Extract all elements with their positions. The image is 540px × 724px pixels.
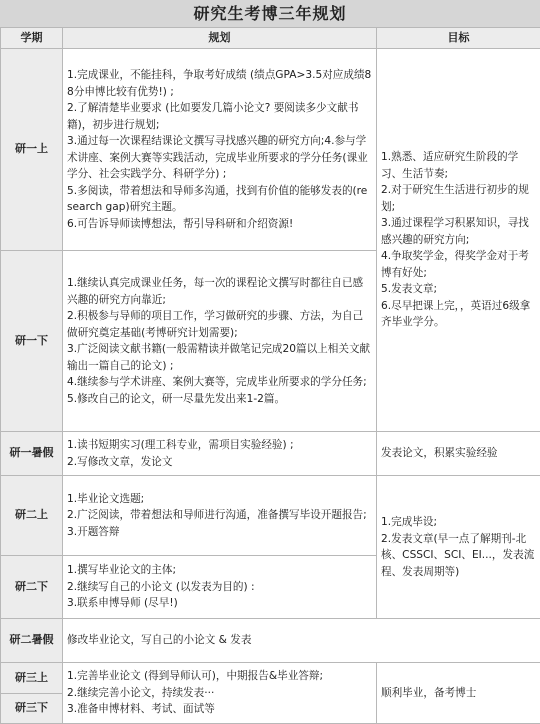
cell-line: 5.发表文章; [381,281,536,298]
cell-line: 2.写修改文章，发论文 [67,454,372,471]
plan-cell [63,49,377,251]
cell-line: 1.读书短期实习(理工科专业，需项目实验经验) ; [67,437,372,454]
cell-line: 2.积极参与导师的项目工作，学习做研究的步骤、方法，为自己做研究奠定基础(考博研究计划需要); [67,308,372,341]
table-header-row [1,28,540,49]
plan-cell [63,251,377,432]
cell-line: 4.继续参与学术讲座、案例大赛等，完成毕业所要求的学分任务; [67,374,372,391]
cell-line: 3.联系申博导师 (尽早!) [67,595,372,612]
goal-cell [377,476,540,619]
cell-line: 2.广泛阅读，带着想法和导师进行沟通，准备撰写毕设开题报告; [67,507,372,524]
table-row [1,619,540,663]
cell-line: 2.继续写自己的小论文 (以发表为目的) : [67,579,372,596]
header-term: 学期 [1,28,63,49]
term-cell: 研二下 [1,556,63,619]
cell-line: 1.撰写毕业论文的主体; [67,562,372,579]
plan-cell [63,476,377,556]
cell-line: 5.多阅读，带着想法和导师多沟通，找到有价值的能够发表的(research gap)研究主题。 [67,183,372,216]
header-goal: 目标 [377,28,540,49]
cell-line: 6.尽早把课上完，，英语过6级拿齐毕业学分。 [381,298,536,331]
cell-line: 3.开题答辩 [67,524,372,541]
cell-line: 1.熟悉、适应研究生阶段的学习、生活节奏; [381,149,536,182]
goal-cell [377,49,540,432]
term-cell: 研二上 [1,476,63,556]
term-cell: 研一上 [1,49,63,251]
term-cell: 研二暑假 [1,619,63,663]
cell-line: 1.完善毕业论文 (得到导师认可)，中期报告&毕业答辩; [67,668,372,685]
plan-cell [63,556,377,619]
cell-line: 6.可告诉导师读博想法，帮引导科研和介绍资源! [67,216,372,233]
cell-line: 3.准备申博材料、考试、面试等 [67,701,372,718]
cell-line: 3.通过每一次课程结课论文撰写寻找感兴趣的研究方向;4.参与学术讲座、案例大赛等实践活动，完成毕业所要求的学分任务(课业学分、社会实践学分、科研学分) ; [67,133,372,183]
plan-cell [63,432,377,476]
cell-line: 2.发表文章(早一点了解期刊-北核、CSSCI、SCI、EI...，发表流程、发表周期等) [381,531,536,581]
cell-line: 2.继续完善小论文，持续发表··· [67,685,372,702]
cell-line: 5.修改自己的论文，研一尽量先发出来1-2篇。 [67,391,372,408]
term-label-y3s2: 研三下 [1,693,62,724]
cell-line: 4.争取奖学金，得奖学金对于考博有好处; [381,248,536,281]
cell-line: 1.完成毕设; [381,514,536,531]
plan-cell [63,663,377,724]
term-label-y3s1: 研三上 [1,663,62,693]
cell-line: 发表论文，积累实验经验 [381,445,536,462]
cell-line: 1.毕业论文选题; [67,491,372,508]
table-row [1,49,540,251]
cell-line: 1.完成课业，不能挂科，争取考好成绩 (绩点GPA>3.5对应成绩88分申博比较有优势!) ; [67,67,372,100]
term-cell: 研一下 [1,251,63,432]
plan-table [0,27,540,724]
page-title: 研究生考博三年规划 [0,0,540,27]
term-cell: 研一暑假 [1,432,63,476]
goal-cell [377,663,540,724]
goal-cell [377,432,540,476]
cell-line: 2.了解清楚毕业要求 (比如要发几篇小论文? 要阅读多少文献书籍)，初步进行规划; [67,100,372,133]
table-row [1,663,540,724]
cell-line: 1.继续认真完成课业任务，每一次的课程论文撰写时都往自已感兴趣的研究方向靠近; [67,275,372,308]
table-row [1,432,540,476]
cell-line: 顺利毕业，备考博士 [381,685,536,702]
cell-line: 修改毕业论文，写自己的小论文 & 发表 [67,632,536,649]
cell-line: 2.对于研究生生活进行初步的规划; [381,182,536,215]
plan-cell [63,619,540,663]
cell-line: 3.通过课程学习积累知识，寻找感兴趣的研究方向; [381,215,536,248]
cell-line: 3.广泛阅读文献书籍(一般需精读并做笔记完成20篇以上相关文献输出一篇自己的论文) ; [67,341,372,374]
table-row [1,476,540,556]
header-plan: 规划 [63,28,377,49]
term-cell [1,663,63,724]
